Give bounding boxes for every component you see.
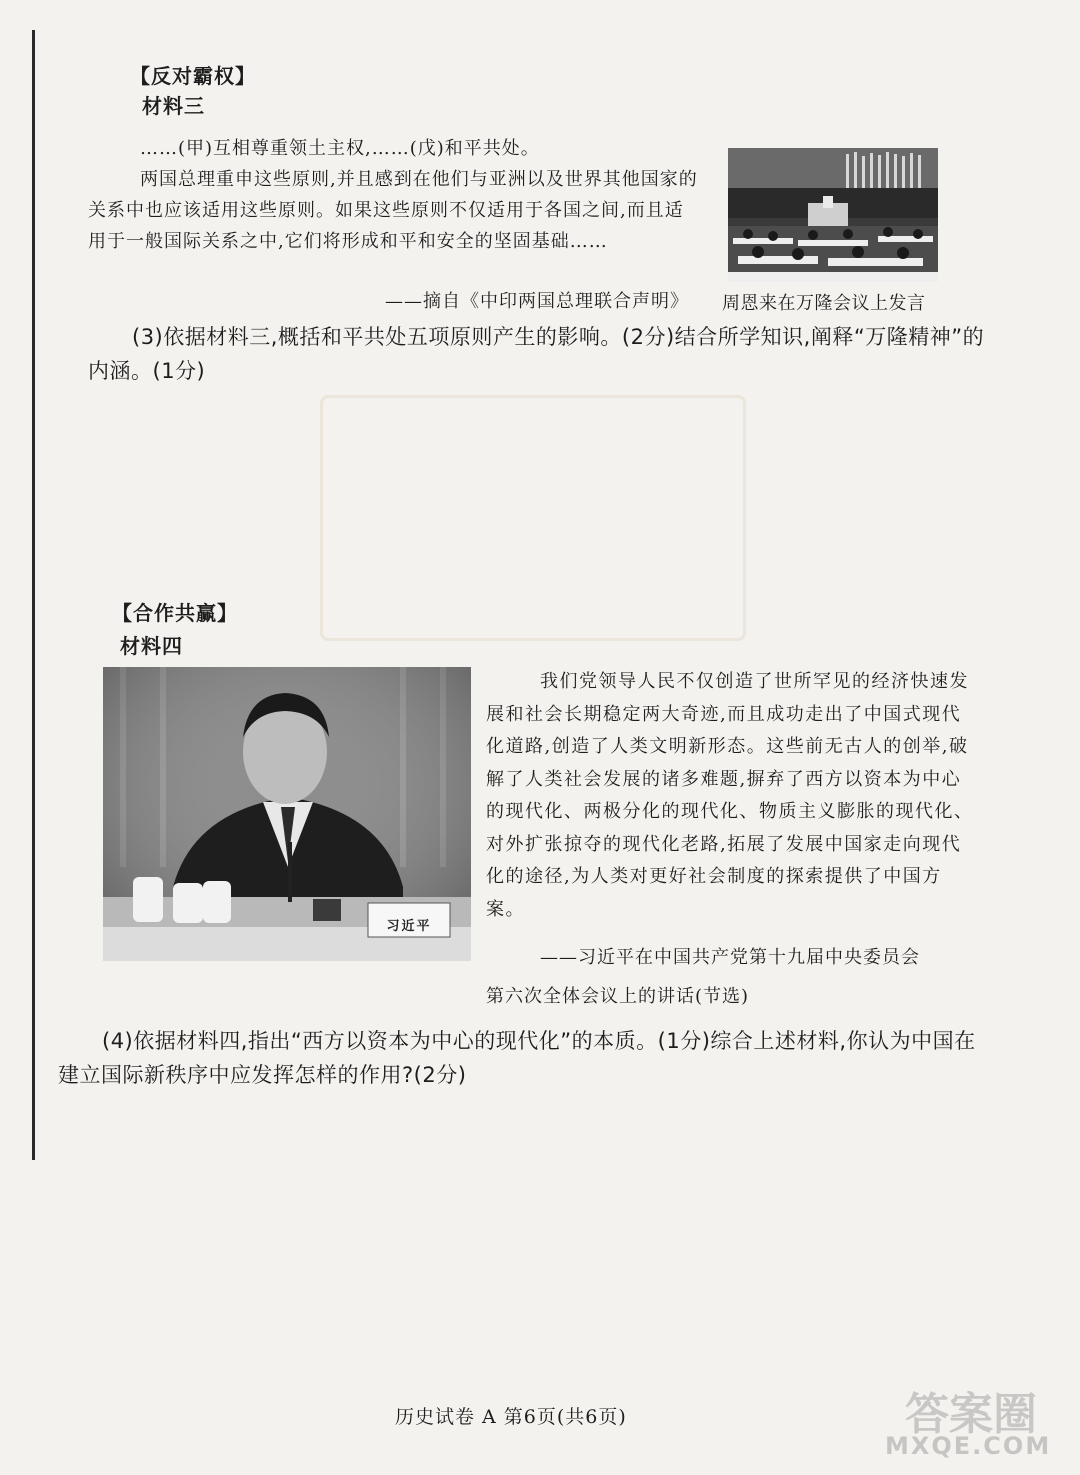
background-stamp [320,395,746,641]
question-3: (3)依据材料三,概括和平共处五项原则产生的影响。(2分)结合所学知识,阐释“万隆精神”的内涵。(1分) [88,325,985,383]
bandung-conference-photo [728,148,938,282]
watermark-logo-text: 答案圈 [905,1389,1037,1440]
margin-line [32,30,35,1160]
section3-source: ——摘自《中印两国总理联合声明》 [385,291,689,312]
nameplate: 习近平 [386,919,432,934]
section4-material-label: 材料四 [120,634,183,658]
question-4: (4)依据材料四,指出“西方以资本为中心的现代化”的本质。(1分)综合上述材料,你认为中国在建立国际新秩序中应发挥怎样的作用?(2分) [58,1029,976,1087]
watermark-url: MXQE.COM [885,1432,1052,1460]
section3-photo-caption: 周恩来在万隆会议上发言 [722,293,926,314]
section3-material-label: 材料三 [142,94,205,118]
section4-source-line1: ——习近平在中国共产党第十九届中央委员会 [540,947,920,968]
xi-jinping-speech-photo [103,667,471,961]
page-footer: 历史试卷 A 第6页(共6页) [395,1406,627,1428]
section3-paragraph-2: 两国总理重申这些原则,并且感到在他们与亚洲以及世界其他国家的关系中也应该适用这些原则。如果这些原则不仅适用于各国之间,而且适用于一般国际关系之中,它们将形成和平和安全的坚固基础…… [88,169,698,252]
section3-heading: 【反对霸权】 [130,64,256,88]
section4-heading: 【合作共赢】 [112,601,238,625]
section3-paragraph-1: ……(甲)互相尊重领土主权,……(戊)和平共处。 [140,138,540,159]
section4-source-line2: 第六次全体会议上的讲话(节选) [486,986,750,1007]
section4-paragraph: 我们党领导人民不仅创造了世所罕见的经济快速发展和社会长期稳定两大奇迹,而且成功走出了中国式现代化道路,创造了人类文明新形态。这些前无古人的创举,破解了人类社会发展的诸多难题,摒弃了西方以资本为中心的现代化、两极分化的现代化、物质主义膨胀的现代化、对外扩张掠夺的现代化老路,拓展了发展中国家走向现代化的途径,为人类对更好社会制度的探索提供了中国方案。 [486,671,974,920]
